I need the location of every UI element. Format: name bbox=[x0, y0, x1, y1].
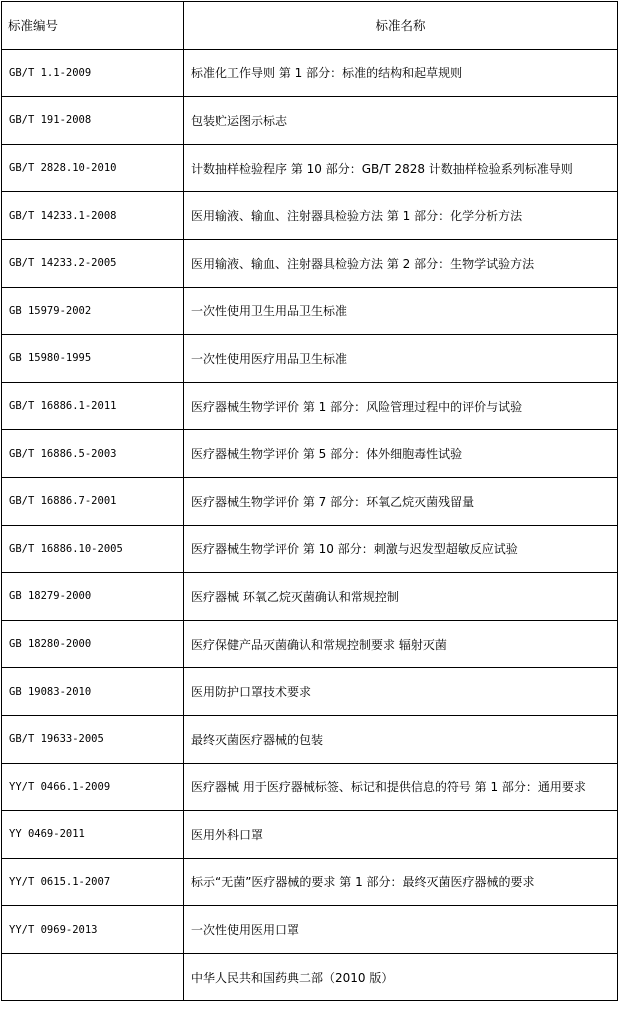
table-row bbox=[2, 382, 618, 430]
standard-code-cell: GB 18279-2000 bbox=[2, 573, 184, 621]
table-row bbox=[2, 668, 618, 716]
standard-code-cell: YY/T 0615.1-2007 bbox=[2, 858, 184, 906]
table-row bbox=[2, 192, 618, 240]
standard-name-cell: 医用防护口罩技术要求 bbox=[184, 668, 618, 716]
standard-name-cell: 医疗器械生物学评价 第 5 部分：体外细胞毒性试验 bbox=[184, 430, 618, 478]
table-row bbox=[2, 811, 618, 859]
table-row bbox=[2, 287, 618, 335]
table-row bbox=[2, 858, 618, 906]
table-row bbox=[2, 763, 618, 811]
table-row bbox=[2, 144, 618, 192]
standard-code-cell: YY 0469-2011 bbox=[2, 811, 184, 859]
standard-name-cell: 医疗器械生物学评价 第 7 部分：环氧乙烷灭菌残留量 bbox=[184, 477, 618, 525]
standard-code-cell: GB 15979-2002 bbox=[2, 287, 184, 335]
standard-code-cell: GB/T 16886.5-2003 bbox=[2, 430, 184, 478]
table-row bbox=[2, 97, 618, 145]
table-row bbox=[2, 525, 618, 573]
standard-name-cell: 医疗器械 用于医疗器械标签、标记和提供信息的符号 第 1 部分：通用要求 bbox=[184, 763, 618, 811]
standard-code-cell: GB/T 16886.1-2011 bbox=[2, 382, 184, 430]
standard-name-cell: 一次性使用医疗用品卫生标准 bbox=[184, 335, 618, 383]
standard-code-cell: GB/T 14233.2-2005 bbox=[2, 239, 184, 287]
standard-name-cell: 医疗器械生物学评价 第 1 部分：风险管理过程中的评价与试验 bbox=[184, 382, 618, 430]
standard-name-cell: 计数抽样检验程序 第 10 部分：GB/T 2828 计数抽样检验系列标准导则 bbox=[184, 144, 618, 192]
standard-name-cell: 医疗器械 环氧乙烷灭菌确认和常规控制 bbox=[184, 573, 618, 621]
table-body bbox=[2, 49, 618, 1001]
standard-name-cell: 最终灭菌医疗器械的包装 bbox=[184, 715, 618, 763]
standard-code-cell: GB/T 16886.7-2001 bbox=[2, 477, 184, 525]
table-header-row bbox=[2, 2, 618, 50]
standard-code-cell: GB 18280-2000 bbox=[2, 620, 184, 668]
table-row bbox=[2, 430, 618, 478]
table-row bbox=[2, 477, 618, 525]
standard-name-cell: 一次性使用医用口罩 bbox=[184, 906, 618, 954]
standard-code-cell: GB/T 1.1-2009 bbox=[2, 49, 184, 97]
table-row bbox=[2, 906, 618, 954]
standard-name-cell: 医用输液、输血、注射器具检验方法 第 2 部分：生物学试验方法 bbox=[184, 239, 618, 287]
table-row bbox=[2, 49, 618, 97]
standard-name-cell: 医疗保健产品灭菌确认和常规控制要求 辐射灭菌 bbox=[184, 620, 618, 668]
standard-code-cell bbox=[2, 953, 184, 1001]
standard-name-cell: 一次性使用卫生用品卫生标准 bbox=[184, 287, 618, 335]
standard-code-cell: GB/T 191-2008 bbox=[2, 97, 184, 145]
header-standard-name: 标准名称 bbox=[184, 2, 618, 50]
standard-code-cell: GB 19083-2010 bbox=[2, 668, 184, 716]
standards-table bbox=[1, 1, 618, 1001]
table-row bbox=[2, 715, 618, 763]
standard-code-cell: GB/T 2828.10-2010 bbox=[2, 144, 184, 192]
standard-code-cell: GB/T 19633-2005 bbox=[2, 715, 184, 763]
standard-code-cell: GB 15980-1995 bbox=[2, 335, 184, 383]
standard-code-cell: YY/T 0466.1-2009 bbox=[2, 763, 184, 811]
header-standard-code: 标准编号 bbox=[2, 2, 184, 50]
table-row bbox=[2, 620, 618, 668]
standard-name-cell: 医用外科口罩 bbox=[184, 811, 618, 859]
standard-name-cell: 标准化工作导则 第 1 部分：标准的结构和起草规则 bbox=[184, 49, 618, 97]
standard-name-cell: 标示“无菌”医疗器械的要求 第 1 部分：最终灭菌医疗器械的要求 bbox=[184, 858, 618, 906]
table-row bbox=[2, 573, 618, 621]
standard-code-cell: YY/T 0969-2013 bbox=[2, 906, 184, 954]
table-row bbox=[2, 335, 618, 383]
standard-name-cell: 医用输液、输血、注射器具检验方法 第 1 部分：化学分析方法 bbox=[184, 192, 618, 240]
table-row bbox=[2, 953, 618, 1001]
standard-name-cell: 包装贮运图示标志 bbox=[184, 97, 618, 145]
table-row bbox=[2, 239, 618, 287]
standard-name-cell: 医疗器械生物学评价 第 10 部分：刺激与迟发型超敏反应试验 bbox=[184, 525, 618, 573]
standard-code-cell: GB/T 16886.10-2005 bbox=[2, 525, 184, 573]
standard-name-cell: 中华人民共和国药典二部（2010 版） bbox=[184, 953, 618, 1001]
standard-code-cell: GB/T 14233.1-2008 bbox=[2, 192, 184, 240]
